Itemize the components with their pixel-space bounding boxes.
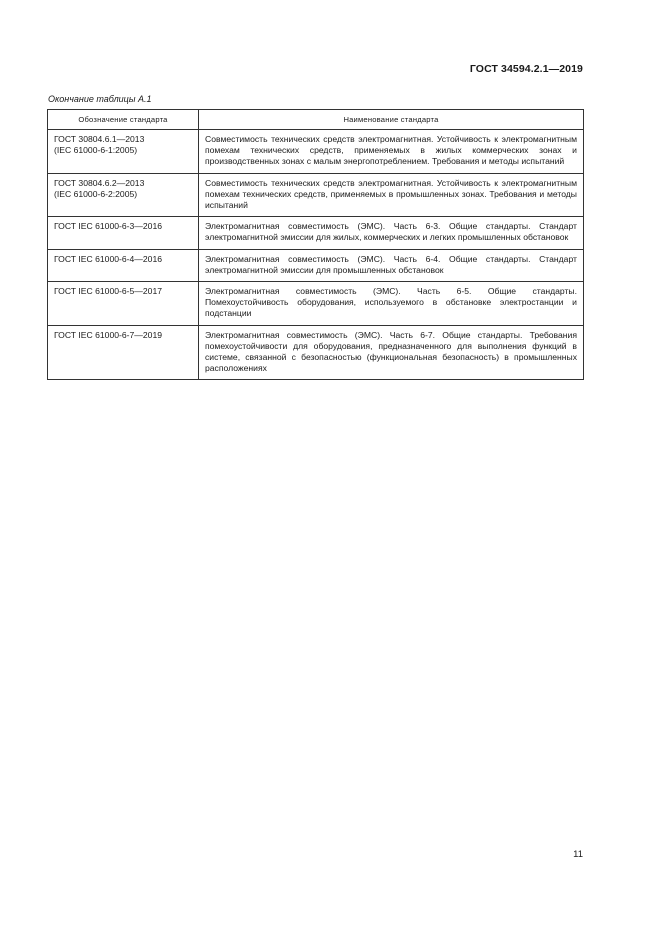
table-row <box>48 217 584 249</box>
standard-name-cell: Совместимость технических средств электромагнитная. Устойчивость к электромагнитным помехам технических средств, применяемых в жилых коммерческих зонах и производственных зонах с малым энергопотреблением. Требования и методы испытаний <box>199 130 584 174</box>
designation-text: (IEC 61000-6-1:2005) <box>54 145 138 156</box>
column-header-name: Наименование стандарта <box>199 110 584 130</box>
table-row <box>48 173 584 217</box>
column-header-designation: Обозначение стандарта <box>48 110 199 130</box>
designation-cell <box>48 217 199 249</box>
standard-name-cell: Электромагнитная совместимость (ЭМС). Часть 6-7. Общие стандарты. Требования помехоустойчивости для оборудования, предназначенного для выполнения функций в системе, связанной с безопасностью (функциональная безопасность) в промышленных расположениях <box>199 325 584 380</box>
document-code: ГОСТ 34594.2.1—2019 <box>469 63 583 75</box>
designation-text: ГОСТ IEC 61000-6-7—2019 <box>54 329 163 340</box>
designation-text: ГОСТ 30804.6.2—2013 <box>54 177 145 188</box>
table-row <box>48 325 584 380</box>
designation-cell <box>48 130 199 174</box>
table-row <box>48 130 584 174</box>
standard-name-cell: Электромагнитная совместимость (ЭМС). Часть 6-4. Общие стандарты. Стандарт электромагнитной эмиссии для промышленных обстановок <box>199 249 584 281</box>
page-number: 11 <box>573 849 583 860</box>
table-row <box>48 249 584 281</box>
table-header-row <box>48 110 584 130</box>
table-caption: Окончание таблицы А.1 <box>48 94 152 104</box>
standard-name-cell: Электромагнитная совместимость (ЭМС). Часть 6-5. Общие стандарты. Помехоустойчивость оборудования, используемого в обстановке электростанции и подстанции <box>199 282 584 326</box>
designation-cell <box>48 249 199 281</box>
designation-text: ГОСТ IEC 61000-6-5—2017 <box>54 286 163 297</box>
standard-name-cell: Электромагнитная совместимость (ЭМС). Часть 6-3. Общие стандарты. Стандарт электромагнитной эмиссии для жилых, коммерческих и легких промышленных обстановок <box>199 217 584 249</box>
designation-cell <box>48 325 199 380</box>
designation-text: ГОСТ IEC 61000-6-3—2016 <box>54 221 163 232</box>
designation-cell <box>48 282 199 326</box>
designation-cell <box>48 173 199 217</box>
table-row <box>48 282 584 326</box>
designation-text: ГОСТ 30804.6.1—2013 <box>54 134 145 144</box>
designation-text: ГОСТ IEC 61000-6-4—2016 <box>54 253 163 264</box>
designation-text: (IEC 61000-6-2:2005) <box>54 188 138 199</box>
standard-name-cell: Совместимость технических средств электромагнитная. Устойчивость к электромагнитным помехам технических средств, применяемых в промышленных зонах. Требования и методы испытаний <box>199 173 584 217</box>
standards-table <box>47 109 584 380</box>
